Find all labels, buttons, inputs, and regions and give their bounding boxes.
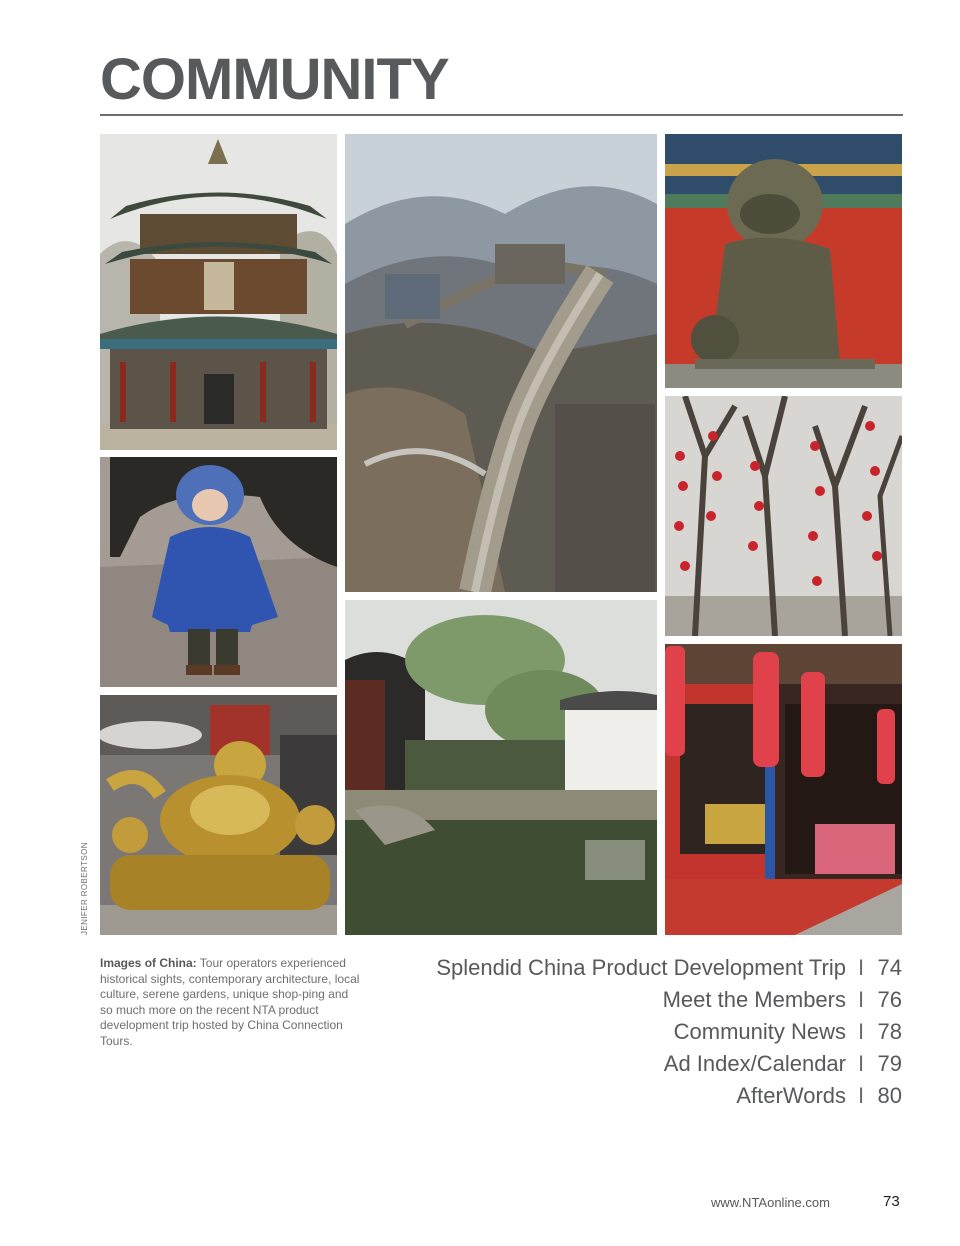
toc-item[interactable]	[436, 1016, 902, 1048]
section-title: COMMUNITY	[100, 47, 449, 112]
photo-caption	[100, 956, 362, 1050]
toc-label: Community News	[673, 1019, 846, 1044]
toc-label: AfterWords	[736, 1083, 846, 1108]
toc-page: 79	[877, 1051, 902, 1076]
great-wall-photo	[345, 134, 657, 592]
footer-url[interactable]: www.NTAonline.com	[711, 1195, 830, 1210]
toc-item[interactable]	[436, 984, 902, 1016]
toc-separator: I	[857, 987, 865, 1012]
photo-credit: JENIFER ROBERTSON	[80, 842, 89, 935]
toc-separator: I	[857, 1019, 865, 1044]
toc-label: Splendid China Product Development Trip	[436, 955, 846, 980]
toc-label: Meet the Members	[662, 987, 846, 1012]
lantern-shop-photo	[665, 644, 902, 935]
toc-separator: I	[857, 955, 865, 980]
toc-page: 80	[877, 1083, 902, 1108]
toc-page: 74	[877, 955, 902, 980]
pagoda-photo	[100, 134, 337, 450]
toc-separator: I	[857, 1083, 865, 1108]
red-lanterns-trees-photo	[665, 396, 902, 636]
toc-item[interactable]	[436, 1048, 902, 1080]
caption-lead: Images of China:	[100, 956, 197, 970]
toc-item[interactable]	[436, 1080, 902, 1112]
garden-pond-photo	[345, 600, 657, 935]
caption-body: Tour operators experienced historical sights, contemporary architecture, local culture, serene gardens, unique shop-ping and so much more on the recent NTA product development trip hosted by China Connection Tours.	[100, 956, 360, 1048]
golden-buddha-photo	[100, 695, 337, 935]
table-of-contents	[436, 952, 902, 1112]
title-rule	[100, 114, 903, 116]
toc-separator: I	[857, 1051, 865, 1076]
page-number: 73	[883, 1193, 900, 1210]
child-in-blue-coat-photo	[100, 457, 337, 687]
toc-label: Ad Index/Calendar	[663, 1051, 846, 1076]
toc-page: 78	[877, 1019, 902, 1044]
bronze-lion-photo	[665, 134, 902, 388]
toc-item[interactable]	[436, 952, 902, 984]
toc-page: 76	[877, 987, 902, 1012]
